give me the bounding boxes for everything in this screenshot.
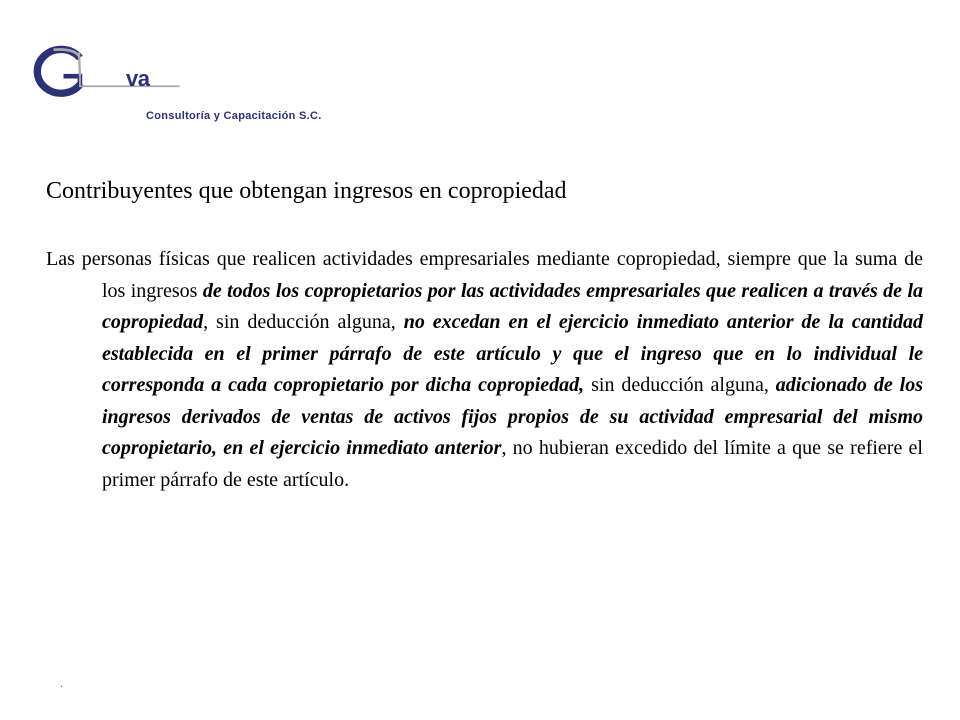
logo-tagline: Consultoría y Capacitación S.C. bbox=[146, 110, 322, 122]
paragraph-text: , no hubieran excedido del límite a que se refiere el primer párrafo de este artículo. bbox=[102, 437, 923, 491]
body-paragraph bbox=[46, 244, 923, 496]
paragraph-emphasis: no excedan en el ejercicio inmediato anterior de la cantidad establecida en el primer párrafo de este artículo y que el ingreso que en lo individual le corresponda a cada copropietario por dicha copropiedad, bbox=[102, 311, 923, 396]
paragraph-emphasis: de todos los copropietarios por las actividades empresariales que realicen a través de la copropiedad bbox=[102, 279, 923, 333]
logo-va-text: va bbox=[126, 66, 150, 91]
paragraph-text: sin deducción alguna, bbox=[584, 374, 776, 396]
company-logo bbox=[26, 18, 376, 138]
footer-mark: · bbox=[60, 682, 64, 693]
page-title: Contribuyentes que obtengan ingresos en copropiedad bbox=[46, 178, 567, 204]
paragraph-text: , sin deducción alguna, bbox=[203, 311, 404, 333]
paragraph-emphasis: adicionado de los ingresos derivados de ventas de activos fijos propios de su actividad empresarial del mismo copropietario, en el ejercicio inmediato anterior bbox=[102, 374, 923, 459]
paragraph-text: Las personas físicas que realicen actividades empresariales mediante copropiedad, siempre que la suma de los ingresos bbox=[46, 248, 923, 302]
